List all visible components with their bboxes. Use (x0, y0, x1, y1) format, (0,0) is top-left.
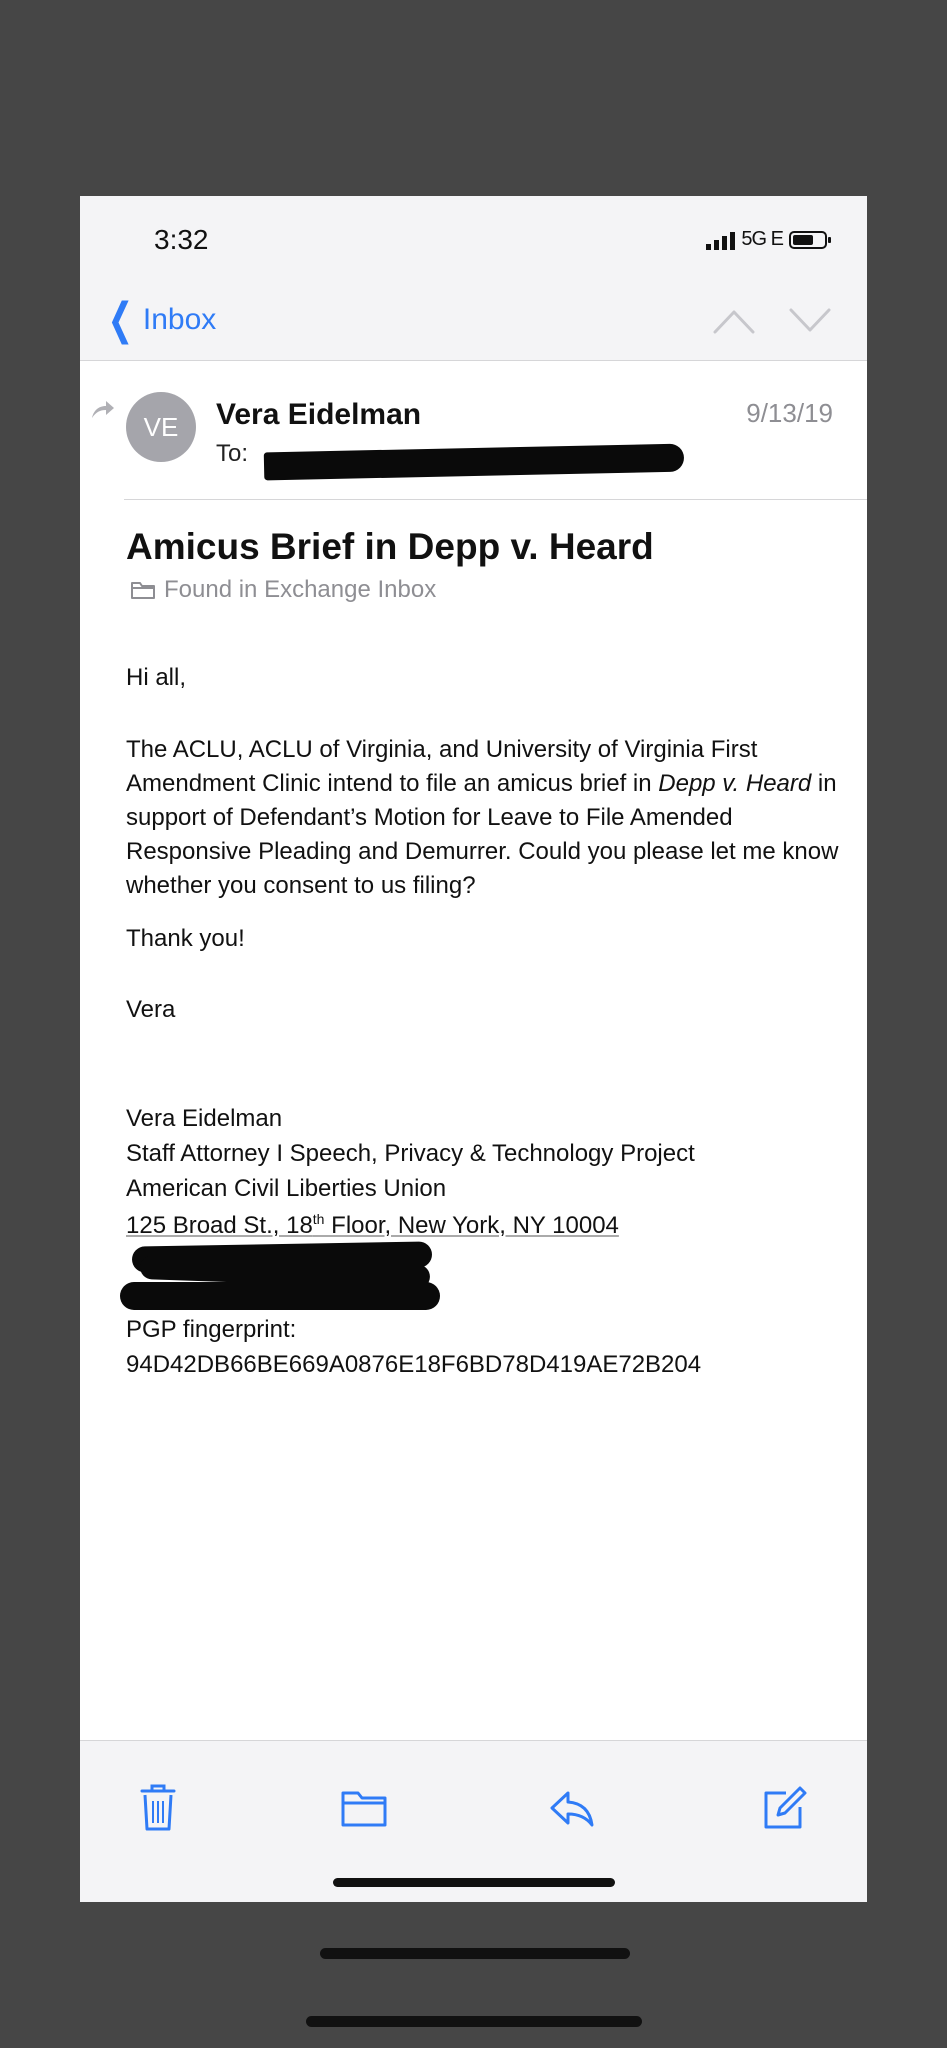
back-button[interactable] (102, 295, 217, 344)
chevron-up-icon[interactable] (713, 308, 755, 334)
address-sup: th (312, 1211, 325, 1227)
move-folder-icon[interactable] (340, 1781, 388, 1833)
folder-label: Found in Exchange Inbox (164, 576, 437, 603)
email-thanks (126, 922, 846, 956)
pgp-label: PGP fingerprint: (126, 1316, 297, 1343)
email-body (126, 733, 846, 903)
trash-icon[interactable] (134, 1781, 182, 1833)
to-label: To: (216, 440, 249, 467)
outer-home-bar-2 (306, 2016, 642, 2027)
reply-icon[interactable] (548, 1781, 596, 1833)
chevron-left-icon: ❮ (107, 295, 134, 344)
body-paragraph (126, 733, 846, 903)
forwarded-icon (90, 398, 116, 420)
home-indicator[interactable] (333, 1878, 615, 1887)
pgp-fingerprint: 94D42DB66BE669A0876E18F6BD78D419AE72B204 (126, 1351, 702, 1378)
outer-home-bar-1 (320, 1948, 630, 1959)
thanks-text: Thank you! (126, 925, 245, 952)
body-text-part2: in support of Defendant’s Motion for Leave to File Amended Responsive Pleading and Demurrer. Could you please let me know whether you consent to us filing? (126, 770, 839, 899)
status-indicators (706, 228, 827, 251)
back-label: Inbox (142, 303, 217, 336)
email-greeting (126, 661, 846, 695)
battery-icon (789, 231, 827, 249)
greeting-text: Hi all, (126, 664, 187, 691)
email-signoff (126, 993, 846, 1027)
avatar[interactable]: VE (126, 392, 196, 462)
folder-icon (130, 580, 156, 600)
phone-screen (80, 196, 867, 1902)
signature-address[interactable] (126, 1209, 619, 1243)
email-date: 9/13/19 (746, 398, 833, 428)
signature-name: Vera Eidelman (126, 1105, 283, 1132)
case-name: Depp v. Heard (658, 770, 812, 797)
message-nav-arrows (713, 308, 831, 334)
signature-title: Staff Attorney I Speech, Privacy & Technology Project (126, 1140, 695, 1167)
signoff-text: Vera (126, 996, 176, 1023)
header-divider (124, 499, 867, 500)
email-subject: Amicus Brief in Depp v. Heard (126, 526, 654, 567)
contact-redaction-3 (120, 1282, 440, 1310)
compose-icon[interactable] (760, 1781, 808, 1833)
status-time: 3:32 (154, 224, 209, 255)
nav-bar (80, 286, 867, 361)
chevron-down-icon[interactable] (789, 308, 831, 334)
folder-location[interactable] (130, 576, 436, 604)
address-part1: 125 Broad St., 18 (126, 1212, 313, 1239)
sender-name[interactable]: Vera Eidelman (216, 398, 422, 431)
email-header (80, 360, 867, 500)
network-label: 5G E (741, 228, 783, 250)
signal-icon (706, 230, 735, 250)
body-text-part1: The ACLU, ACLU of Virginia, and University of Virginia First Amendment Clinic intend to file an amicus brief in (126, 736, 758, 797)
status-bar (80, 196, 867, 286)
address-part2: Floor, New York, NY 10004 (324, 1212, 619, 1239)
recipient-redaction (264, 444, 684, 481)
signature-org: American Civil Liberties Union (126, 1175, 447, 1202)
